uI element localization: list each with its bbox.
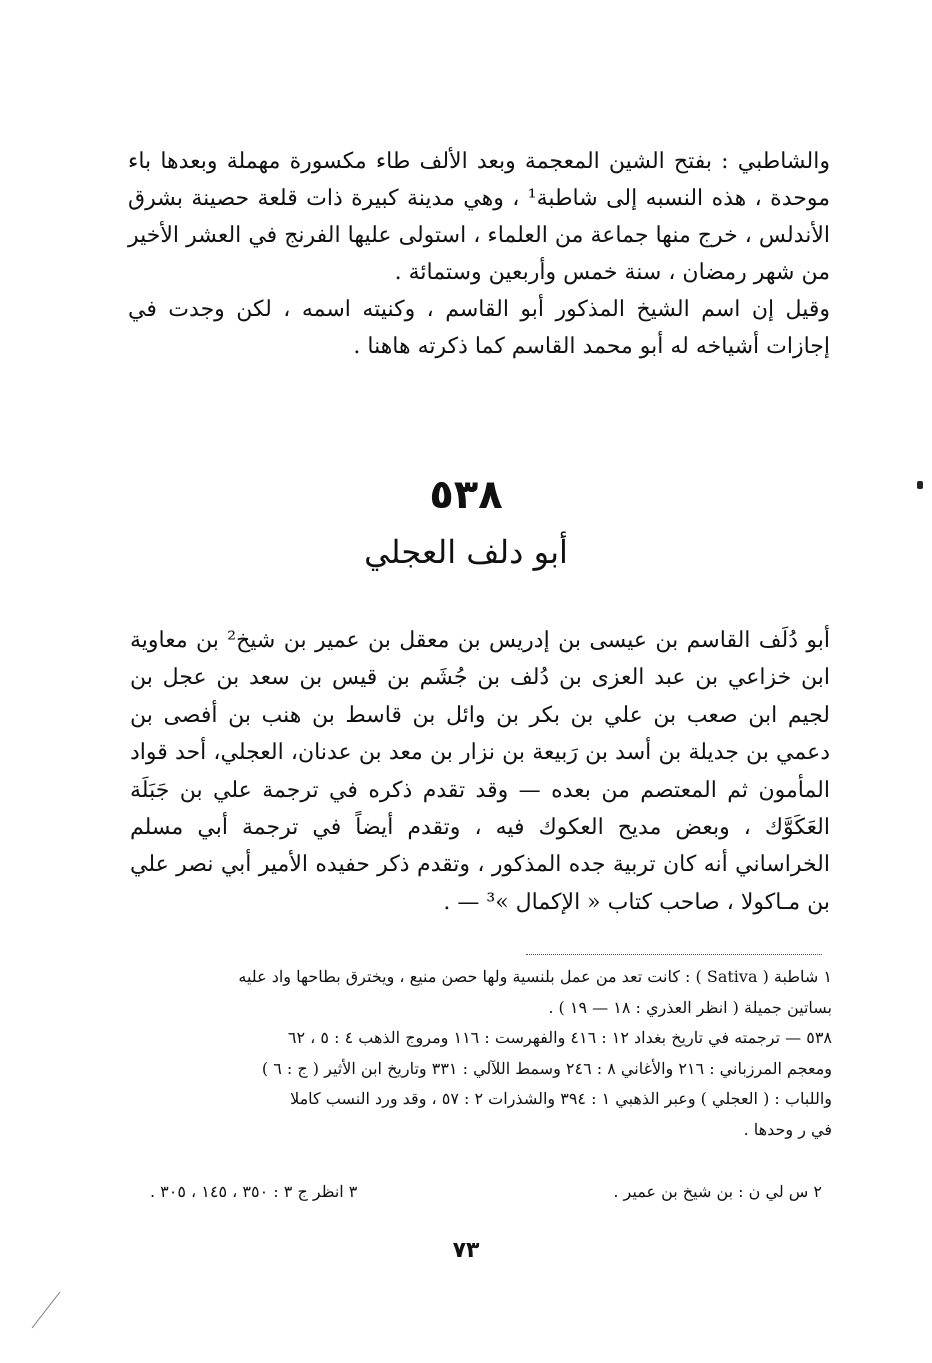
- intro-text: [128, 143, 830, 365]
- footnote-538-line-3: واللباب : ( العجلي ) وعبر الذهبي ١ : ٣٩٤ والشذرات ٢ : ٥٧ ، وقد ورد النسب كاملا: [290, 1089, 832, 1108]
- footnote-1-line-1: ١ شاطبة ( Sativa ) : كانت تعد من عمل بلنسية ولها حصن منيع ، ويخترق بطاحها واد عليه: [238, 967, 832, 986]
- footnote-2: ٢ س لي ن : بن شيخ بن عمير .: [613, 1182, 822, 1201]
- footnote-3: ٣ انظر ج ٣ : ٣٥٠ ، ١٤٥ ، ٣٠٥ .: [150, 1182, 358, 1201]
- footnote-538-line-1: ٥٣٨ — ترجمته في تاريخ بغداد ١٢ : ٤١٦ والفهرست : ١١٦ ومروج الذهب ٤ : ٥ ، ٦٢: [287, 1028, 832, 1047]
- pencil-stroke: [30, 1290, 70, 1330]
- footnote-538-line-2: ومعجم المرزباني : ٢١٦ والأغاني ٨ : ٢٤٦ وسمط اللآلي : ٣٣١ وتاريخ ابن الأثير ( ج : ٦ ): [261, 1058, 832, 1078]
- footnotes: [128, 962, 832, 1145]
- footnote-divider: [526, 954, 822, 955]
- page-number: ٧٣: [452, 1238, 480, 1263]
- entry-body-paragraph: أبو دُلَف القاسم بن عيسى بن إدريس بن معقل بن عمير بن شيخ² بن معاوية ابن خزاعي بن عبد العزى بن دُلف بن جُشَم بن قيس بن سعد بن عجل بن لجيم ابن صعب بن علي بن بكر بن وائل بن قاسط بن هنب بن أفصى بن دعمي بن جديلة بن أسد بن رَبيعة بن نزار بن معد بن عدنان، العجلي، أحد قواد المأمون ثم المعتصم من بعده — وقد تقدم ذكره في ترجمة علي بن جَبَلَة العَكَوَّك ، وبعض مديح العكوك فيه ، وتقدم أيضاً في ترجمة أبي مسلم الخراساني أنه كان تربية جده المذكور ، وتقدم ذكر حفيده الأمير أبي نصر علي بن مـاكولا ، صاحب كتاب « الإكمال »³ — .: [130, 628, 831, 915]
- intro-paragraph-1: والشاطبي : بفتح الشين المعجمة وبعد الألف طاء مكسورة مهملة وبعدها باء موحدة ، هذه النسبه إلى شاطبة¹ ، وهي مدينة كبيرة ذات قلعة حصينة بشرق الأندلس ، خرج منها جماعة من العلماء ، استولى عليها الفرنج في العشر الأخير من شهر رمضان ، سنة خمس وأربعين وستمائة .: [128, 149, 831, 285]
- footnote-1-line-2: بساتين جميلة ( انظر العذري : ١٨ — ١٩ ) .: [548, 997, 832, 1017]
- entry-title: أبو دلف العجلي: [364, 533, 568, 571]
- intro-paragraph-2: وقيل إن اسم الشيخ المذكور أبو القاسم ، وكنيته اسمه ، لكن وجدت في إجازات أشياخه له أبو محمد القاسم كما ذكرته هاهنا .: [128, 297, 830, 359]
- entry-number: ٥٣٨: [429, 472, 503, 518]
- footnote-538-line-4: في ر وحدها .: [743, 1119, 832, 1139]
- entry-body: [130, 622, 830, 921]
